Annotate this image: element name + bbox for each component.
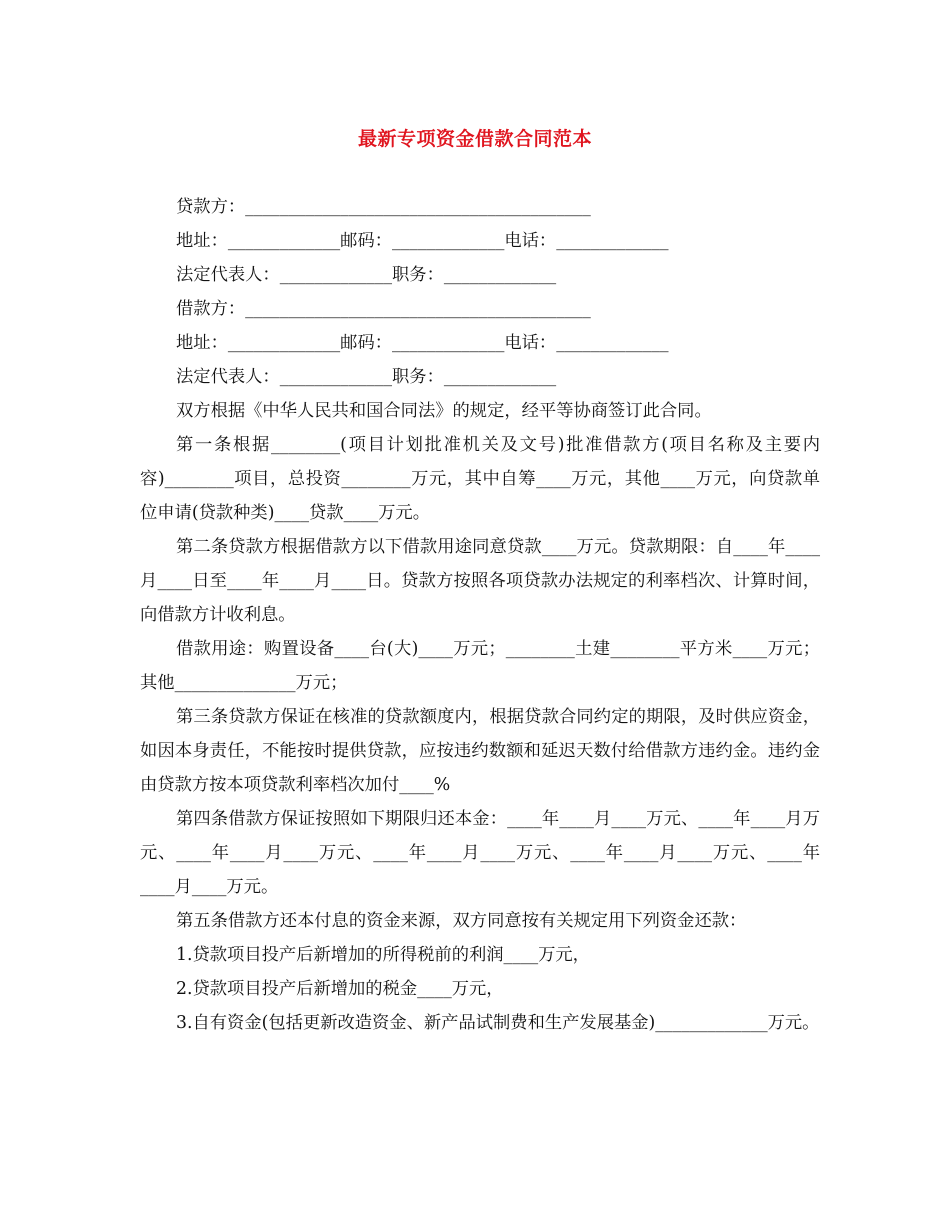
borrower-line: 借款方：________________________________________	[176, 299, 591, 319]
article-2-paragraph: 第二条贷款方根据借款方以下借款用途同意贷款____万元。贷款期限：自____年____月____日至____年____月____日。贷款方按照各项贷款办法规定的利率档次、计算时间，向借款方计收利息。	[140, 537, 820, 625]
preamble-paragraph: 双方根据《中华人民共和国合同法》的规定，经平等协商签订此合同。	[176, 401, 712, 421]
article-5-paragraph: 第五条借款方还本付息的资金来源，双方同意按有关规定用下列资金还款：	[176, 911, 747, 931]
article-3-paragraph: 第三条贷款方保证在核准的贷款额度内，根据贷款合同约定的期限，及时供应资金，如因本身责任，不能按时提供贷款，应按违约数额和延迟天数付给借款方违约金。违约金由贷款方按本项贷款利率档次加付____%	[140, 707, 820, 795]
borrower-address-line: 地址：_____________邮码：_____________电话：_____________	[176, 333, 669, 353]
borrower-representative-line: 法定代表人：_____________职务：_____________	[176, 367, 557, 387]
lender-line: 贷款方：________________________________________	[176, 197, 591, 217]
repayment-source-item-2: 2.贷款项目投产后新增加的税金____万元，	[176, 979, 504, 999]
article-1-paragraph: 第一条根据________(项目计划批准机关及文号)批准借款方(项目名称及主要内容)________项目，总投资________万元，其中自筹____万元，其他____万元，向贷款单位申请(贷款种类)____贷款____万元。	[140, 435, 820, 523]
repayment-source-item-3: 3.自有资金(包括更新改造资金、新产品试制费和生产发展基金)_____________万元。	[176, 1013, 820, 1033]
document-body	[140, 190, 820, 1040]
lender-representative-line: 法定代表人：_____________职务：_____________	[176, 265, 557, 285]
lender-address-line: 地址：_____________邮码：_____________电话：_____________	[176, 231, 669, 251]
loan-purpose-paragraph: 借款用途：购置设备____台(大)____万元；________土建________平方米____万元；其他______________万元；	[140, 639, 820, 693]
repayment-source-item-1: 1.贷款项目投产后新增加的所得税前的利润____万元，	[176, 945, 590, 965]
article-4-paragraph: 第四条借款方保证按照如下期限归还本金：____年____月____万元、____年____月万元、____年____月____万元、____年____月____万元、____年____月____万元、____年____月____万元。	[140, 809, 820, 897]
document-title: 最新专项资金借款合同范本	[357, 128, 592, 150]
